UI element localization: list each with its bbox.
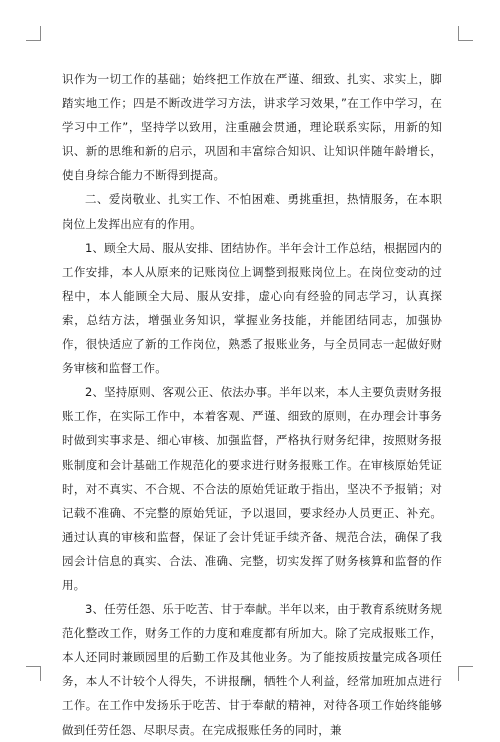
paragraph-4: 2、坚持原则、客观公正、依法办事。半年以来，本人主要负责财务报账工作，在实际工作中，本着客观、严谨、细致的原则，在办理会计事务时做到实事求是、细心审核、加强监督，严格执行财务纪律，按照财务报账制度和会计基础工作规范化的要求进行财务报账工作。在审核原始凭证时，对不真实、不合规、不合法的原始凭证敢于指出，坚决不予报销；对记载不准确、不完整的原始凭证，予以退回，要求经办人员更正、补充。通过认真的审核和监督，保证了会计凭证手续齐备、规范合法，确保了我园会计信息的真实、合法、准确、完整，切实发挥了财务核算和监督的作用。 [62, 385, 442, 592]
paragraph-5: 3、任劳任怨、乐于吃苦、甘于奉献。半年以来，由于教育系统财务规范化整改工作，财务工作的力度和难度都有所加大。除了完成报账工作，本人还同时兼顾园里的后勤工作及其他业务。为了能按质按量完成各项任务，本人不计较个人得失，不讲报酬，牺牲个人利益，经常加班加点进行工作。在工作中发扬乐于吃苦、甘于奉献的精神，对待各项工作始终能够做到任劳任怨、尽职尽责。在完成报账任务的同时，兼 [62, 602, 442, 737]
paragraph-1: 识作为一切工作的基础；始终把工作放在严谨、细致、扎实、求实上，脚踏实地工作；四是不断改进学习方法，讲求学习效果，”在工作中学习，在学习中工作”，坚持学以致用，注重融会贯通，理论联系实际，用新的知识、新的思维和新的启示，巩固和丰富综合知识、让知识伴随年龄增长，使自身综合能力不断得到提高。 [62, 72, 442, 183]
crop-mark-bottom-right [458, 666, 473, 681]
crop-mark-bottom-left [26, 666, 41, 681]
crop-mark-top-left [26, 26, 41, 41]
paragraph-3: 1、顾全大局、服从安排、团结协作。半年会计工作总结，根据园内的工作安排，本人从原来的记账岗位上调整到报账岗位上。在岗位变动的过程中，本人能顾全大局、服从安排，虚心向有经验的同志学习，认真探索，总结方法，增强业务知识，掌握业务技能，并能团结同志，加强协作，很快适应了新的工作岗位，熟悉了报账业务，与全员同志一起做好财务审核和监督工作。 [62, 240, 442, 376]
crop-mark-top-right [458, 26, 473, 41]
paragraph-2: 二、爱岗敬业、扎实工作、不怕困难、勇挑重担，热情服务，在本职岗位上发挥出应有的作用。 [62, 192, 442, 231]
document-body [62, 67, 442, 742]
